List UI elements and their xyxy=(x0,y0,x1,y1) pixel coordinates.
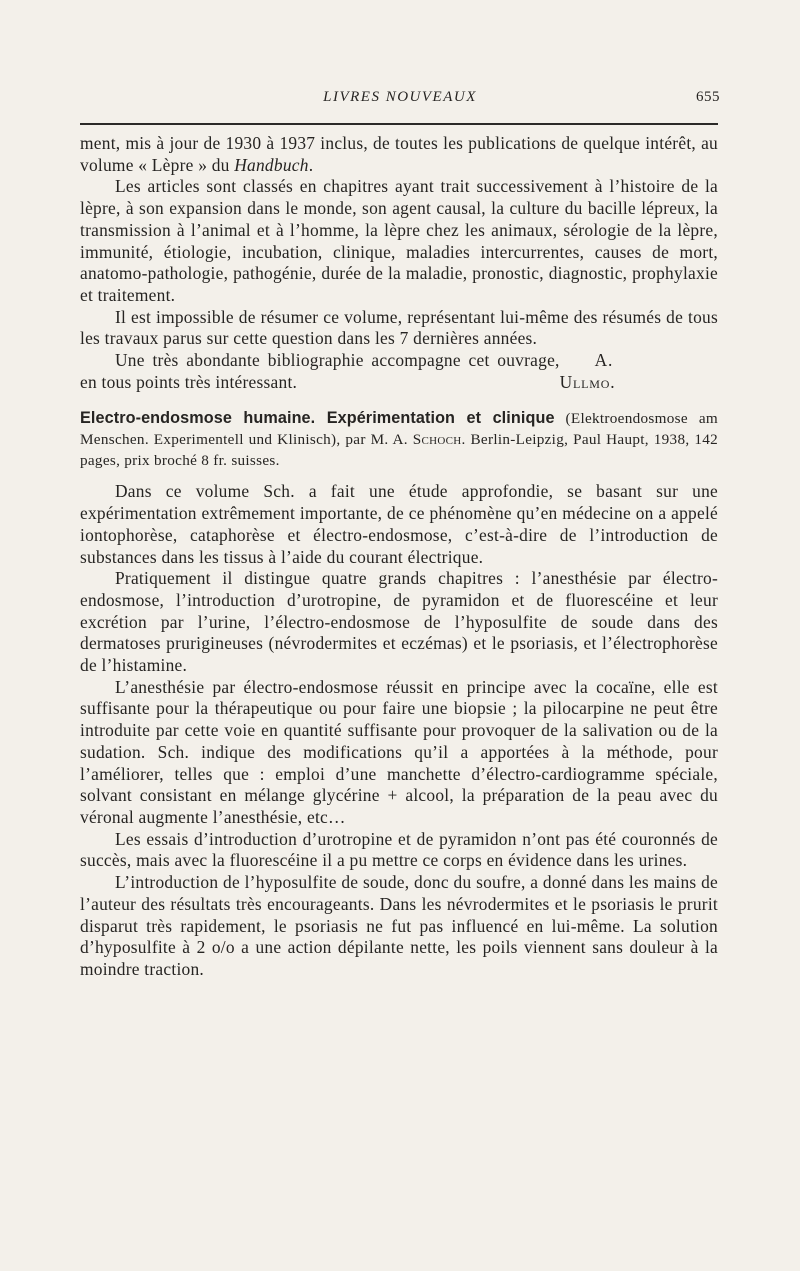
review-2-paragraph-4: Les essais d’introduction d’urotropine et de pyramidon n’ont pas été couronnés de succès, mais avec la fluorescéine il a pu mettre ce corps en évidence dans les urines. xyxy=(80,828,718,871)
review-1-paragraph-1 xyxy=(80,133,718,176)
review-2-original-title: (Elektroendosmose am Menschen. Experimentell und Klinisch), par xyxy=(80,410,718,449)
review-1-paragraph-3: Il est impossible de résumer ce volume, représentant lui-même des résumés de tous les travaux parus sur cette question dans les 7 dernières années. xyxy=(80,306,718,349)
running-head xyxy=(80,89,720,111)
review-1-closing-line xyxy=(80,350,718,393)
review-2-paragraph-2: Pratiquement il distingue quatre grands chapitres : l’anesthésie par électro-endosmose, l’introduction d’urotropine, de pyramidon et de fluorescéine et leur excrétion par l’urine, l’électro-endosmose de l’hyposulfite de soude dans des dermatoses prurigineuses (névrodermites et eczémas) et le psoriasis, et l’électrophorèse de l’histamine. xyxy=(80,568,718,676)
running-title: LIVRES NOUVEAUX xyxy=(323,89,477,105)
review-1-paragraph-2: Les articles sont classés en chapitres ayant trait successivement à l’histoire de la lèpre, à son expansion dans le monde, son agent causal, la culture du bacille lépreux, la transmission à l’animal et à l’homme, la lèpre chez les animaux, sérologie de la lèpre, immunité, étiologie, incubation, clinique, maladies intercurrentes, causes de mort, anatomo-pathologie, pathogénie, durée de la maladie, pronostic, diagnostic, prophylaxie et traitement. xyxy=(80,176,718,305)
review-2-bibliographic-heading xyxy=(80,408,718,471)
review-2-paragraph-5: L’introduction de l’hyposulfite de soude, donc du soufre, a donné dans les mains de l’auteur des résultats très encourageants. Dans les névrodermites et le psoriasis le prurit disparut très rapidement, le psoriasis ne fut pas influencé en lui-même. La solution d’hyposulfite à 2 o/o a une action dépilante nette, les poils viennent sans douleur à la moindre traction. xyxy=(80,872,718,979)
page-number: 655 xyxy=(696,89,720,105)
review-1-signature: A. Ullmo. xyxy=(559,350,616,392)
book-review-page xyxy=(80,0,720,1271)
review-2-paragraph-1: Dans ce volume Sch. a fait une étude approfondie, se basant sur une expérimentation extrêmement importante, de ce phénomène qu’en médecine on a appelé iontophorèse, cataphorèse et électro-endosmose, c’est-à-dire de l’introduction de substances dans les tissus à l’aide du courant électrique. xyxy=(80,481,718,567)
handbuch-title: Handbuch xyxy=(234,154,309,175)
header-rule xyxy=(80,123,718,125)
review-2-author: M. A. Schoch xyxy=(370,431,462,449)
review-2-publication: . Berlin-Leipzig, Paul Haupt, 1938, 142 pages, prix broché 8 fr. suisses. xyxy=(80,431,718,470)
review-1-paragraph-4: Une très abondante bibliographie accompagne cet ouvrage, en tous points très intéressant. xyxy=(80,350,560,392)
reviews-body xyxy=(80,133,718,981)
review-1-paragraph-1-end: . xyxy=(308,154,314,175)
review-2-paragraph-3: L’anesthésie par électro-endosmose réussit en principe avec la cocaïne, elle est suffisante pour la thérapeutique ou pour faire une biopsie ; la pilocarpine ne peut être introduite par cette voie en quantité suffisante pour provoquer de la salivation ou de la sudation. Sch. indique des modifications qu’il a apportées à la méthode, pour l’améliorer, telles que : emploi d’une manchette d’électro-cardiogramme spéciale, solvant consistant en mélange glycérine + alcool, la préparation de la peau avec du véronal augmente l’anesthésie, etc… xyxy=(80,676,718,827)
review-1-paragraph-1-text: ment, mis à jour de 1930 à 1937 inclus, de toutes les publications de quelque intérêt, au volume « Lèpre » du xyxy=(80,133,718,175)
review-2-book-title: Electro-endosmose humaine. Expérimentation et clinique xyxy=(80,409,555,428)
